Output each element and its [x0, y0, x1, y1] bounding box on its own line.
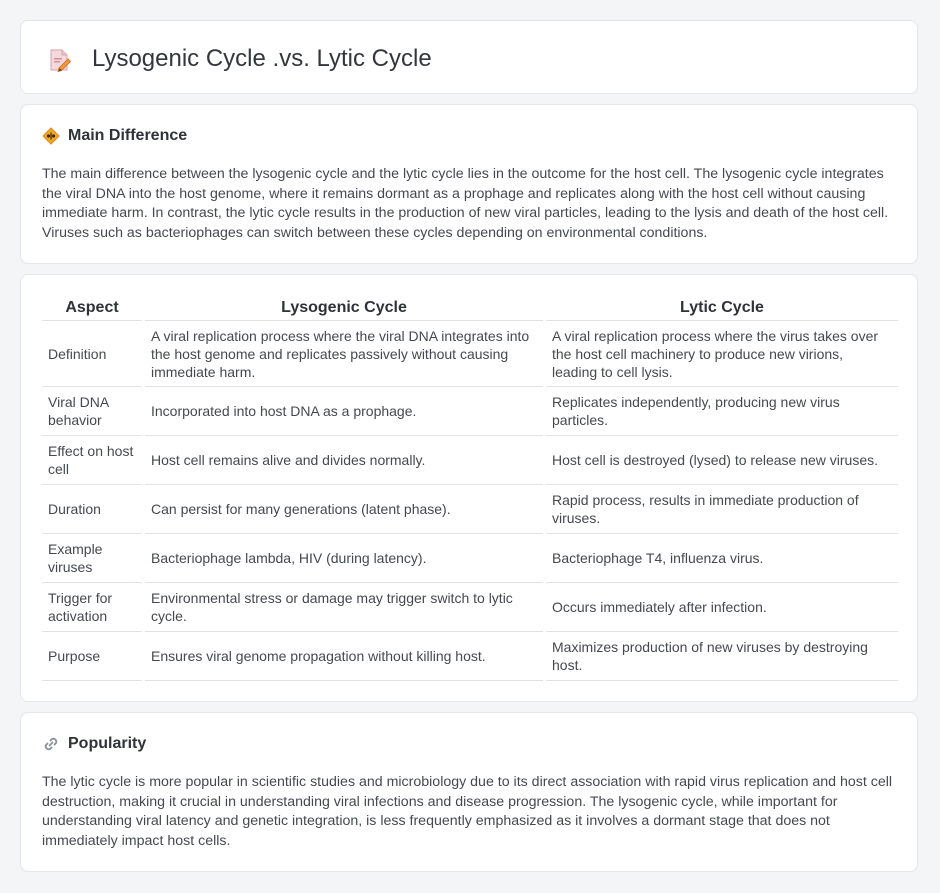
row-aspect: Effect on host cell: [42, 436, 144, 485]
row-lysogenic: Host cell remains alive and divides normally.: [144, 436, 545, 485]
table-row: [42, 387, 898, 436]
table-row: [42, 632, 898, 681]
row-lytic: Rapid process, results in immediate production of viruses.: [545, 485, 899, 534]
page-title: Lysogenic Cycle .vs. Lytic Cycle: [92, 45, 432, 72]
popularity-header: [42, 733, 146, 755]
header-lysogenic: Lysogenic Cycle: [144, 296, 545, 321]
title-card: [20, 20, 918, 94]
table-header-row: [42, 296, 898, 321]
main-difference-header: [42, 125, 187, 147]
popularity-text: The lytic cycle is more popular in scientific studies and microbiology due to its direct association with rapid virus replication and host cell destruction, making it crucial in understanding viral infections and disease progression. The lysogenic cycle, while important for understanding viral latency and genetic integration, is less frequently emphasized as it involves a dormant stage that does not immediately impact host cells.: [42, 774, 893, 849]
row-lysogenic: Can persist for many generations (latent phase).: [144, 485, 545, 534]
table-row: [42, 436, 898, 485]
popularity-title: Popularity: [68, 735, 147, 752]
row-aspect: Definition: [42, 321, 144, 387]
table-row: [42, 583, 898, 632]
row-lytic: Bacteriophage T4, influenza virus.: [545, 534, 899, 583]
diamond-sign-icon: [42, 127, 60, 145]
popularity-card: [20, 712, 918, 872]
row-aspect: Example viruses: [42, 534, 144, 583]
header-lytic: Lytic Cycle: [545, 296, 899, 321]
table-row: [42, 321, 898, 387]
row-aspect: Viral DNA behavior: [42, 387, 144, 436]
row-lysogenic: Ensures viral genome propagation without killing host.: [144, 632, 545, 681]
main-difference-card: [20, 104, 918, 264]
link-icon: [42, 735, 60, 753]
main-difference-text: The main difference between the lysogenic cycle and the lytic cycle lies in the outcome for the host cell. The lysogenic cycle integrates the viral DNA into the host genome, where it remains dormant as a prophage and replicates along with the host cell without causing immediate harm. In contrast, the lytic cycle results in the production of new viral particles, leading to the lysis and death of the host cell. Viruses such as bacteriophages can switch between these cycles depending on environmental conditions.: [42, 166, 889, 241]
row-lytic: Occurs immediately after infection.: [545, 583, 899, 632]
row-lytic: Replicates independently, producing new virus particles.: [545, 387, 899, 436]
row-aspect: Purpose: [42, 632, 144, 681]
row-lysogenic: Incorporated into host DNA as a prophage.: [144, 387, 545, 436]
table-row: [42, 485, 898, 534]
row-lytic: Host cell is destroyed (lysed) to release new viruses.: [545, 436, 899, 485]
row-aspect: Trigger for activation: [42, 583, 144, 632]
row-lysogenic: A viral replication process where the viral DNA integrates into the host genome and replicates passively without causing immediate harm.: [144, 321, 545, 387]
row-lytic: Maximizes production of new viruses by destroying host.: [545, 632, 899, 681]
row-lytic: A viral replication process where the virus takes over the host cell machinery to produce new virions, leading to cell lysis.: [545, 321, 899, 387]
table-row: [42, 534, 898, 583]
comparison-card: [20, 274, 918, 702]
header-aspect: Aspect: [42, 296, 144, 321]
comparison-table: [42, 296, 898, 681]
document-pencil-icon: [47, 47, 73, 73]
row-lysogenic: Environmental stress or damage may trigger switch to lytic cycle.: [144, 583, 545, 632]
main-difference-title: Main Difference: [68, 127, 188, 144]
row-lysogenic: Bacteriophage lambda, HIV (during latency).: [144, 534, 545, 583]
row-aspect: Duration: [42, 485, 144, 534]
